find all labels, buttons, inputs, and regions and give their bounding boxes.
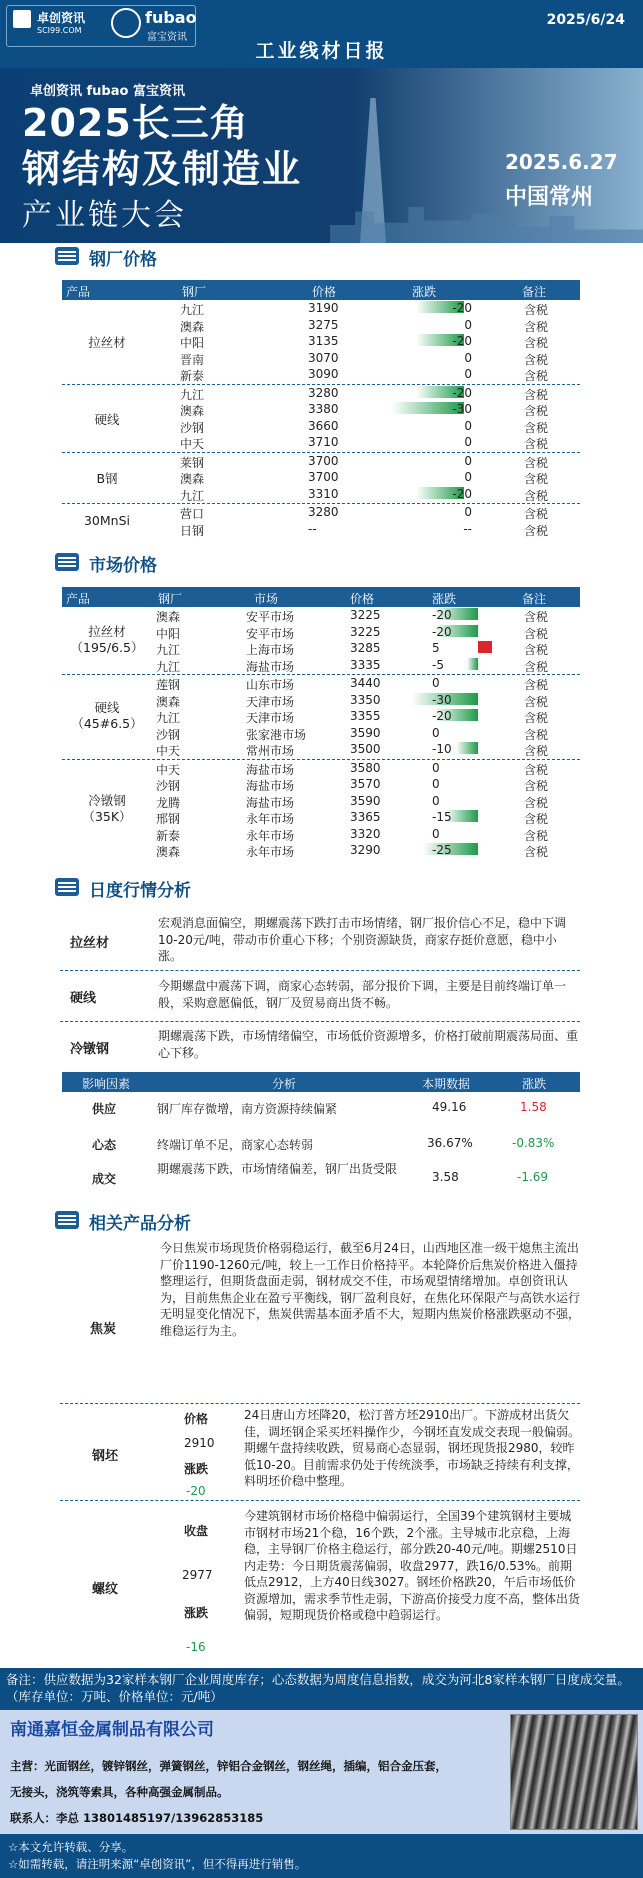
change-bar	[456, 742, 478, 754]
factor-change: 1.58	[520, 1100, 547, 1114]
table-row	[62, 385, 580, 402]
factor-value: 36.67%	[427, 1136, 473, 1150]
change: 0	[464, 435, 472, 449]
market-name: 海盐市场	[246, 762, 295, 777]
mill-name: 中天	[180, 437, 205, 451]
price: 3320	[350, 826, 381, 841]
table-row	[62, 826, 580, 843]
remark: 含税	[524, 678, 549, 692]
mill-name: 新泰	[180, 369, 205, 383]
mill-name: 澳森	[156, 610, 181, 624]
steel-mill-table-header	[62, 280, 580, 300]
divider	[60, 970, 580, 971]
mill-name: 邢钢	[156, 812, 181, 826]
ad-line1: 主营：光面钢丝，镀锌钢丝，弹簧钢丝，锌铝合金钢丝，钢丝绳，插编，铝合金压套，	[10, 1759, 447, 1773]
mill-name: 澳森	[156, 845, 181, 859]
col-mill: 钢厂	[158, 592, 183, 606]
banner-line2: 钢结构及制造业	[22, 147, 303, 191]
factor-change: -0.83%	[512, 1136, 555, 1150]
banner-line1: 2025长三角	[22, 101, 249, 145]
mill-name: 九江	[156, 711, 181, 725]
price: 3355	[350, 709, 381, 723]
change-bar	[467, 658, 478, 670]
remark: 含税	[524, 711, 549, 725]
change: 0	[432, 793, 440, 808]
remark: 含税	[524, 420, 549, 435]
ad-contact: 联系人：李总 13801485197/13962853185	[10, 1811, 264, 1825]
change: -30	[432, 692, 452, 707]
billet-label: 钢坯	[92, 1449, 119, 1464]
col-change: 涨跌	[522, 1077, 547, 1091]
billet-change: -20	[186, 1484, 206, 1498]
change: 0	[464, 367, 472, 381]
list-icon	[55, 878, 79, 896]
change: -25	[432, 843, 452, 857]
remark: 含税	[524, 455, 549, 470]
logo2-cn: 富宝资讯	[147, 32, 187, 43]
price: 3225	[350, 608, 381, 622]
mill-name: 澳森	[156, 694, 181, 709]
table-row	[62, 486, 580, 503]
market-name: 山东市场	[246, 678, 295, 692]
remark: 含税	[524, 694, 549, 709]
remark: 含税	[524, 727, 549, 742]
market-name: 海盐市场	[246, 779, 295, 793]
mill-name: 九江	[180, 303, 205, 317]
mill-name: 中阳	[180, 336, 205, 350]
market-name: 天津市场	[246, 694, 295, 709]
change: -20	[452, 486, 472, 501]
factor-row	[62, 1092, 580, 1124]
rebar-text: 今建筑钢材市场价格稳中偏弱运行，全国39个建筑钢材主要城市钢材市场21个稳，16个跌，2个涨。主导城市北京稳，上海稳，主导钢厂价格主稳运行，部分跌20-40元/吨。期螺2510日内走势：今日期货震荡偏弱，收盘2977，跌16/0.53%。前期低点2912，上方40日线3027。钢坯价格跌20，午后市场低价资源增加，需求季节性走弱，下游高价接受力度不高，整体出货偏弱，短期现货价格或稳中趋弱运行。	[244, 1509, 581, 1622]
market-name: 常州市场	[246, 744, 295, 758]
table-row	[62, 760, 580, 777]
mill-name: 中天	[156, 744, 181, 758]
change: 0	[464, 470, 472, 484]
mill-name: 九江	[180, 387, 205, 402]
price: 3710	[308, 435, 339, 449]
list-icon	[55, 1211, 79, 1229]
factor-row	[62, 1158, 580, 1196]
section-title: 相关产品分析	[89, 1214, 191, 1234]
change: -20	[452, 334, 472, 348]
remark: 含税	[524, 387, 549, 402]
table-row	[62, 350, 580, 367]
footer-line1: ☆本文允许转载、分享。	[8, 1840, 134, 1854]
table-row	[62, 607, 580, 624]
group-label: 冷镦钢 （35K）	[82, 793, 132, 824]
market-name: 安平市场	[246, 610, 295, 624]
mill-name: 澳森	[180, 319, 205, 334]
col-change: 涨跌	[412, 285, 437, 299]
remark: 含税	[524, 488, 549, 503]
market-name: 张家港市场	[246, 727, 307, 742]
price: 3380	[308, 402, 339, 416]
col-remark: 备注	[522, 592, 547, 606]
price: 3365	[350, 810, 381, 824]
remark: 含税	[524, 352, 549, 367]
col-mill: 钢厂	[182, 285, 207, 299]
banner-logos: 卓创资讯 fubao 富宝资讯	[30, 84, 185, 99]
group-label: 30MnSi	[83, 512, 131, 528]
divider	[60, 1403, 580, 1404]
mill-name: 中阳	[156, 626, 181, 641]
mill-name: 沙钢	[180, 420, 205, 435]
mill-name: 澳森	[180, 472, 205, 486]
remark: 含税	[524, 319, 549, 334]
ad-line2: 无接头，浇筑等索具，各种高强金属制品。	[10, 1785, 229, 1799]
billet-change-label: 涨跌	[184, 1462, 209, 1476]
page-footer	[0, 1834, 643, 1878]
change: 0	[464, 505, 472, 519]
mill-name: 晋南	[180, 352, 205, 367]
price: 3280	[308, 505, 339, 519]
factor-name: 供应	[92, 1102, 117, 1116]
mill-name: 九江	[156, 659, 181, 674]
change: -20	[432, 608, 452, 622]
col-price: 价格	[312, 285, 337, 299]
price: 3700	[308, 453, 339, 468]
price: 3700	[308, 470, 339, 484]
col-market: 市场	[254, 592, 279, 606]
price: 3275	[308, 317, 339, 332]
steel-mill-table	[62, 300, 580, 538]
remark: 含税	[524, 523, 549, 538]
billet-text: 24日唐山方坯降20，松汀普方坯2910出厂。下游成材出货欠佳，调坯钢企采买坯料操作少，今钢坯直发成交表现一般偏弱。期螺午盘持续收跌，贸易商心态显弱，钢坯现货报2980，较昨低10-20。目前需求仍处于传统淡季，市场缺乏持续有利支撑，料明坯价稳中整理。	[244, 1408, 581, 1488]
table-row	[62, 317, 580, 334]
coke-label: 焦炭	[90, 1322, 117, 1337]
report-date: 2025/6/24	[546, 12, 625, 28]
mill-name: 新泰	[156, 828, 181, 843]
price: 3500	[350, 742, 381, 756]
remark: 含税	[524, 845, 549, 859]
price: 3290	[350, 843, 381, 857]
rebar-change: -16	[186, 1640, 206, 1654]
market-name: 海盐市场	[246, 795, 295, 810]
remark: 含税	[524, 643, 549, 657]
banner-date: 2025.6.27	[505, 150, 618, 174]
remark: 含税	[524, 659, 549, 674]
change: 0	[432, 760, 440, 775]
remark: 含税	[524, 812, 549, 826]
price: 3590	[350, 793, 381, 808]
factor-desc: 终端订单不足，商家心态转弱	[157, 1138, 314, 1152]
report-header	[0, 0, 643, 68]
table-row	[62, 675, 580, 692]
ad-company: 南通嘉恒金属制品有限公司	[10, 1720, 214, 1740]
factor-value: 49.16	[432, 1100, 467, 1114]
col-analysis: 分析	[272, 1077, 297, 1091]
sci99-logo-icon	[13, 10, 31, 28]
mill-name: 九江	[156, 643, 181, 657]
change: 0	[464, 453, 472, 468]
daily-label-cold-heading: 冷镦钢	[70, 1042, 110, 1057]
factor-desc: 钢厂库存微增，南方资源持续偏紧	[157, 1102, 338, 1116]
price: 3580	[350, 760, 381, 775]
group-label: 拉丝材	[88, 335, 126, 351]
change: -20	[452, 301, 472, 315]
remark: 含税	[524, 744, 549, 758]
change-bar	[478, 641, 492, 653]
group-label: 拉丝材 （195/6.5）	[70, 624, 144, 655]
group-label: 硬线 （45#6.5）	[71, 700, 143, 732]
rebar-price: 2977	[182, 1568, 213, 1582]
market-name: 永年市场	[246, 845, 295, 859]
fubao-logo-icon	[111, 8, 141, 38]
price: 3280	[308, 385, 339, 400]
section-title: 市场价格	[89, 556, 157, 576]
conference-banner	[0, 68, 643, 243]
mill-name: 沙钢	[156, 779, 181, 793]
table-row	[62, 741, 580, 758]
remark: 含税	[524, 610, 549, 624]
market-table	[62, 607, 580, 862]
rebar-change-label: 涨跌	[184, 1606, 209, 1620]
col-factor: 影响因素	[82, 1077, 131, 1091]
list-icon	[55, 247, 79, 265]
report-title: 工业线材日报	[255, 40, 388, 62]
rebar-price-label: 收盘	[184, 1524, 209, 1538]
divider	[60, 1500, 580, 1501]
change: -15	[432, 810, 452, 824]
market-name: 天津市场	[246, 711, 295, 725]
advertisement	[0, 1710, 643, 1834]
factor-table-header	[62, 1072, 580, 1092]
mill-name: 莱钢	[180, 455, 205, 470]
factor-name: 成交	[92, 1172, 117, 1186]
change: 0	[432, 676, 440, 690]
factor-table	[62, 1092, 580, 1196]
price: 3350	[350, 692, 381, 707]
price: 3190	[308, 301, 339, 315]
price: 3570	[350, 777, 381, 791]
table-row	[62, 657, 580, 674]
mill-name: 龙腾	[156, 795, 181, 810]
price: 3335	[350, 657, 381, 672]
market-name: 永年市场	[246, 828, 295, 843]
remark: 含税	[524, 472, 549, 486]
footnote: 备注：供应数据为32家样本钢厂企业周度库存；心态数据为周度信息指数，成交为河北8家样本钢厂日度成交量。（库存单位：万吨、价格单位：元/吨）	[0, 1668, 643, 1710]
banner-place: 中国常州	[505, 185, 594, 210]
col-change: 涨跌	[432, 592, 457, 606]
price: 3285	[350, 641, 381, 655]
col-value: 本期数据	[422, 1077, 471, 1091]
daily-text-hard-wire: 今期螺盘中震荡下调，商家心态转弱，部分报价下调，主要是目前终端订单一般，采购意愿偏低，钢厂及贸易商出货不畅。	[158, 979, 567, 1010]
group-label: 硬线	[94, 411, 120, 427]
price: 3225	[350, 624, 381, 639]
table-row	[62, 453, 580, 470]
remark: 含税	[524, 437, 549, 451]
price: 3135	[308, 334, 339, 348]
mill-name: 沙钢	[156, 727, 181, 742]
section-title: 钢厂价格	[89, 250, 157, 270]
section-market	[55, 550, 555, 576]
price: 3070	[308, 350, 339, 365]
change: 0	[464, 317, 472, 332]
market-name: 永年市场	[246, 812, 295, 826]
remark: 含税	[524, 507, 549, 521]
billet-price: 2910	[184, 1436, 215, 1450]
mill-name: 莲钢	[156, 678, 181, 692]
logo2-en: fubao	[145, 8, 197, 27]
market-table-header	[62, 587, 580, 607]
wire-rope-image	[510, 1714, 638, 1830]
col-remark: 备注	[522, 285, 547, 299]
daily-text-wire-rod: 宏观消息面偏空，期螺震荡下跌打击市场情绪，钢厂报价信心不足，稳中下调10-20元/吨，带动市价重心下移；个别资源缺货，商家存挺价意愿，稳中小涨。	[158, 916, 567, 963]
daily-label-wire-rod: 拉丝材	[70, 936, 110, 951]
change: --	[463, 521, 472, 536]
price: 3590	[350, 725, 381, 740]
change: -10	[432, 742, 452, 756]
table-row	[62, 434, 580, 451]
price: 3660	[308, 418, 339, 433]
factor-name: 心态	[92, 1138, 117, 1152]
mill-name: 九江	[180, 488, 205, 503]
change: -30	[452, 402, 472, 416]
change: 0	[464, 418, 472, 433]
change: 0	[432, 826, 440, 841]
table-row	[62, 842, 580, 859]
price: 3090	[308, 367, 339, 381]
remark: 含税	[524, 404, 549, 418]
factor-change: -1.69	[517, 1170, 549, 1184]
daily-label-hard-wire: 硬线	[70, 991, 97, 1006]
table-row	[62, 366, 580, 383]
remark: 含税	[524, 795, 549, 810]
change: -20	[452, 385, 472, 400]
section-related	[55, 1208, 555, 1234]
change: 0	[432, 725, 440, 740]
market-name: 安平市场	[246, 626, 295, 641]
coke-text: 今日焦炭市场现货价格弱稳运行，截至6月24日，山西地区准一级干熄焦主流出厂价1190-1260元/吨，较上一工作日价格持平。本轮降价后焦炭价格进入僵持整理运行，但期货盘面走弱，钢材成交不佳，市场观望情绪增加。卓创资讯认为，目前焦焦企业在盈亏平衡线，钢厂盈利良好，在焦化环保限产与高铁水运行无明显变化情况下，焦炭供需基本面矛盾不大，短期内焦炭价格涨跌驱动不强，维稳运行为主。	[160, 1241, 581, 1338]
section-steel-mill	[55, 244, 555, 270]
remark: 含税	[524, 336, 549, 350]
footer-line2: ☆如需转载，请注明来源“卓创资讯”，但不得再进行销售。	[8, 1857, 307, 1871]
mill-name: 澳森	[180, 404, 205, 418]
remark: 含税	[524, 303, 549, 317]
logo-cn: 卓创资讯	[37, 11, 86, 25]
mill-name: 中天	[156, 762, 181, 777]
section-daily	[55, 875, 555, 901]
mill-name: 营口	[180, 507, 205, 521]
change: -20	[432, 709, 452, 723]
change: -5	[432, 657, 444, 672]
change: -20	[432, 624, 452, 639]
mill-name: 日钢	[180, 523, 205, 538]
col-product: 产品	[66, 285, 91, 299]
logo-en: SCI99.COM	[37, 26, 82, 35]
market-name: 海盐市场	[246, 659, 295, 674]
change: 5	[432, 641, 440, 655]
factor-value: 3.58	[432, 1170, 459, 1184]
market-name: 上海市场	[246, 643, 295, 657]
change: 0	[432, 777, 440, 791]
remark: 含税	[524, 762, 549, 777]
group-label: B钢	[96, 471, 118, 487]
remark: 含税	[524, 369, 549, 383]
table-row	[62, 776, 580, 793]
list-icon	[55, 553, 79, 571]
price: 3440	[350, 676, 381, 690]
remark: 含税	[524, 626, 549, 641]
col-product: 产品	[66, 592, 91, 606]
remark: 含税	[524, 779, 549, 793]
change: 0	[464, 350, 472, 365]
section-title: 日度行情分析	[89, 881, 191, 901]
price: 3310	[308, 486, 339, 501]
billet-price-label: 价格	[184, 1412, 209, 1426]
col-price: 价格	[350, 592, 375, 606]
banner-line3: 产业链大会	[22, 198, 187, 233]
factor-row	[62, 1124, 580, 1156]
table-row	[62, 300, 580, 317]
daily-text-cold-heading: 期螺震荡下跌，市场情绪偏空，市场低价资源增多，价格打破前期震荡局面、重心下移。	[158, 1029, 579, 1060]
factor-desc: 期螺震荡下跌，市场情绪偏差，钢厂出货受限	[157, 1162, 398, 1176]
rebar-label: 螺纹	[92, 1582, 119, 1597]
divider	[60, 1021, 580, 1022]
remark: 含税	[524, 828, 549, 843]
price: --	[308, 521, 317, 536]
